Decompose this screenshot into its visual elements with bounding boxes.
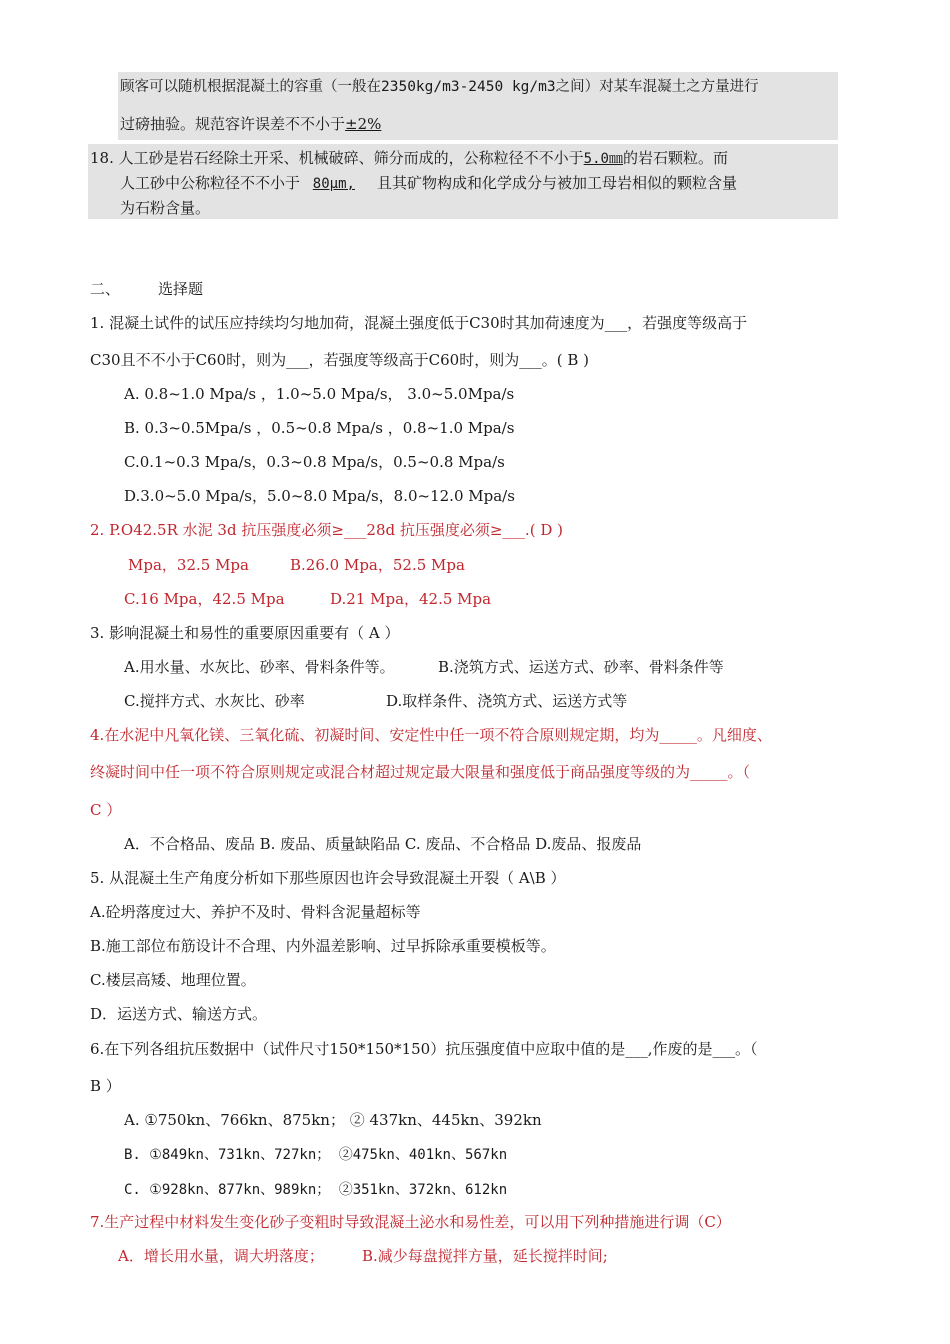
q2-stem: 2. P.O42.5R 水泥 3d 抗压强度必须≥___28d 抗压强度必须≥___.( D ) <box>90 521 563 539</box>
q6-option-c: C. ①928kn、877kn、989kn； ②351kn、372kn、612kn <box>124 1182 508 1198</box>
intro-line-2-text: 过磅抽验。规范容许误差不不小于 <box>120 115 346 133</box>
q18-line-1 <box>90 148 728 169</box>
q4-line-1: 4.在水泥中凡氧化镁、三氧化硫、初凝时间、安定性中任一项不符合原则规定期，均为_____。凡细度、 <box>90 726 772 744</box>
q18-line-2 <box>120 173 737 194</box>
q1-option-b: B. 0.3~0.5Mpa/s ，0.5~0.8 Mpa/s ，0.8~1.0 Mpa/s <box>124 419 515 437</box>
q2-option-d: D.21 Mpa，42.5 Mpa <box>330 590 492 608</box>
q6-option-b: B. ①849kn、731kn、727kn； ②475kn、401kn、567kn <box>124 1147 508 1163</box>
q1-line-1: 1. 混凝土试件的试压应持续均匀地加荷，混凝土强度低于C30时其加荷速度为___，若强度等级高于 <box>90 314 748 332</box>
q3-stem: 3. 影响混凝土和易性的重要原因重要有（ A ） <box>90 624 400 642</box>
q5-option-a: A.砼坍落度过大、养护不及时、骨料含泥量超标等 <box>90 903 421 921</box>
q18-line-2-b: 且其矿物构成和化学成分与被加工母岩相似的颗粒含量 <box>376 174 737 192</box>
q18-micron-value: 80μm, <box>312 176 355 192</box>
q18-line-3: 为石粉含量。 <box>120 199 211 217</box>
intro-line-2 <box>120 114 381 134</box>
q18-particle-size: 5.0㎜ <box>583 151 623 167</box>
q2-option-a: Mpa，32.5 Mpa <box>128 556 249 574</box>
q1-option-d: D.3.0~5.0 Mpa/s，5.0~8.0 Mpa/s，8.0~12.0 Mpa/s <box>124 487 515 505</box>
q4-options: A．不合格品、废品 B. 废品、质量缺陷品 C. 废品、不合格品 D.废品、报废品 <box>124 835 642 853</box>
q1-line-2: C30且不不小于C60时，则为___，若强度等级高于C60时，则为___。( B ) <box>90 351 589 369</box>
q3-option-c: C.搅拌方式、水灰比、砂率 <box>124 692 305 710</box>
intro-line-1: 顾客可以随机根据混凝土的容重（一般在2350kg/m3-2450 kg/m3之间）对某车混凝土之方量进行 <box>120 79 759 95</box>
q4-line-2: 终凝时间中任一项不符合原则规定或混合材超过规定最大限量和强度低于商品强度等级的为_____。（ <box>90 763 751 781</box>
q6-line-1: 6.在下列各组抗压数据中（试件尺寸150*150*150）抗压强度值中应取中值的是___,作废的是___。（ <box>90 1040 758 1058</box>
q7-option-b: B.减少每盘搅拌方量，延长搅拌时间; <box>362 1247 608 1265</box>
q6-line-2: B ） <box>90 1077 121 1095</box>
section-title: 选择题 <box>158 280 204 298</box>
tolerance-value: ±2% <box>345 115 382 133</box>
section-number: 二、 <box>90 280 121 298</box>
q3-option-b: B.浇筑方式、运送方式、砂率、骨料条件等 <box>438 658 724 676</box>
q6-option-a: A. ①750kn、766kn、875kn； ② 437kn、445kn、392kn <box>124 1111 542 1129</box>
q5-option-d: D．运送方式、输送方式。 <box>90 1005 268 1023</box>
q18-line-1-a: 18. 人工砂是岩石经除土开采、机械破碎、筛分而成的，公称粒径不不小于 <box>90 149 584 167</box>
q7-stem: 7.生产过程中材料发生变化砂子变粗时导致混凝土泌水和易性差，可以用下列种措施进行调（C） <box>90 1213 731 1231</box>
q3-option-d: D.取样条件、浇筑方式、运送方式等 <box>386 692 628 710</box>
q2-option-c: C.16 Mpa，42.5 Mpa <box>124 590 285 608</box>
q1-option-a: A. 0.8~1.0 Mpa/s ，1.0~5.0 Mpa/s， 3.0~5.0Mpa/s <box>124 385 515 403</box>
q2-option-b: B.26.0 Mpa，52.5 Mpa <box>290 556 465 574</box>
q5-option-b: B.施工部位布筋设计不合理、内外温差影响、过早拆除承重要模板等。 <box>90 937 556 955</box>
q5-option-c: C.楼层高矮、地理位置。 <box>90 971 256 989</box>
q18-line-2-a: 人工砂中公称粒径不不小于 <box>120 174 301 192</box>
q7-option-a: A．增长用水量，调大坍落度； <box>118 1247 324 1265</box>
q18-line-1-b: 的岩石颗粒。而 <box>622 149 728 167</box>
q5-stem: 5. 从混凝土生产角度分析如下那些原因也许会导致混凝土开裂（ A\B ） <box>90 869 566 887</box>
q1-option-c: C.0.1~0.3 Mpa/s，0.3~0.8 Mpa/s，0.5~0.8 Mpa/s <box>124 453 505 471</box>
q4-line-3: C ） <box>90 801 122 819</box>
q3-option-a: A.用水量、水灰比、砂率、骨料条件等。 <box>124 658 395 676</box>
